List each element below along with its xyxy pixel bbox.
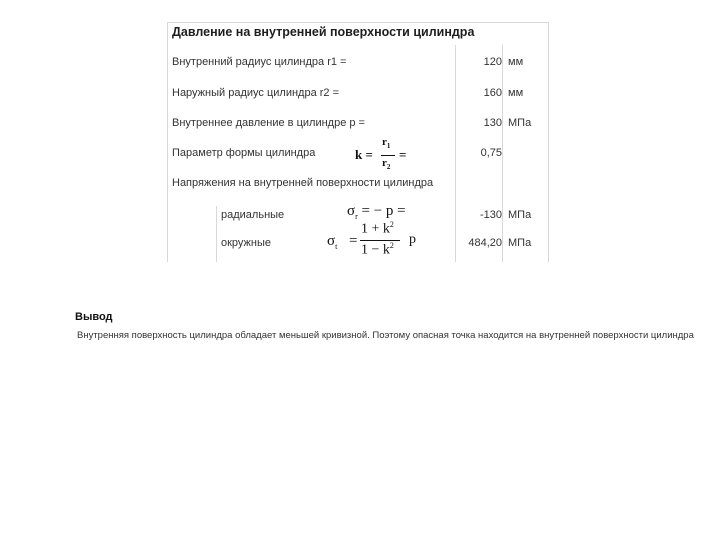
radial-formula-rhs: = − p = xyxy=(361,203,406,219)
k-num-subscript: 1 xyxy=(386,142,391,151)
hoop-stress-value: 484,20 xyxy=(468,237,502,249)
sigma-t-symbol: σ xyxy=(327,233,336,249)
k-formula-numerator xyxy=(382,136,390,150)
sigma-symbol: σ xyxy=(347,203,356,219)
row-label-outer-radius: Наружный радиус цилиндра r2 = xyxy=(172,87,340,99)
k-den-symbol: r xyxy=(382,157,387,169)
hoop-den-exponent: 2 xyxy=(389,241,394,250)
radial-stress-label: радиальные xyxy=(221,209,285,221)
hoop-sigma xyxy=(327,233,337,251)
k-formula-denominator xyxy=(382,157,390,171)
k-den-subscript: 2 xyxy=(386,163,391,172)
hoop-denominator xyxy=(361,241,394,259)
calculation-table xyxy=(167,22,549,262)
row-value-inner-radius: 120 xyxy=(483,56,502,68)
hoop-pressure-symbol: p xyxy=(409,232,416,247)
grid-line-col-value xyxy=(455,45,456,262)
hoop-stress-unit: МПа xyxy=(508,237,532,249)
row-unit-inner-radius: мм xyxy=(508,56,524,68)
hoop-num-text: 1 + k xyxy=(361,221,390,237)
stress-heading: Напряжения на внутренней поверхности цилиндра xyxy=(172,177,434,189)
conclusion-section xyxy=(75,311,695,344)
conclusion-title: Вывод xyxy=(75,311,113,323)
hoop-den-text: 1 − k xyxy=(361,242,390,258)
grid-line-right xyxy=(548,22,549,262)
grid-line-top xyxy=(167,22,549,23)
k-num-symbol: r xyxy=(382,136,387,148)
row-unit-outer-radius: мм xyxy=(508,87,524,99)
hoop-num-exponent: 2 xyxy=(389,220,394,229)
table-title: Давление на внутренней поверхности цилиндра xyxy=(172,25,475,39)
row-label-inner-radius: Внутренний радиус цилиндра r1 = xyxy=(172,56,347,68)
row-label-pressure: Внутреннее давление в цилиндре p = xyxy=(172,117,365,129)
row-value-shape-parameter: 0,75 xyxy=(480,147,502,159)
sigma-t-subscript: t xyxy=(335,242,338,251)
hoop-equals: = xyxy=(349,233,358,249)
grid-line-col-a xyxy=(216,206,217,262)
k-fraction-bar xyxy=(381,155,395,156)
hoop-stress-formula xyxy=(327,219,427,261)
k-formula-lhs: k = xyxy=(355,147,373,162)
grid-line-left xyxy=(167,22,168,262)
radial-stress-unit: МПа xyxy=(508,209,532,221)
row-unit-pressure: МПа xyxy=(508,117,532,129)
k-formula xyxy=(355,137,415,175)
sigma-r-subscript: r xyxy=(355,212,358,221)
k-formula-equals: = xyxy=(399,147,407,162)
conclusion-text: Внутренняя поверхность цилиндра обладает меньшей кривизной. Поэтому опасная точка находится на внутренней поверхности цилиндра xyxy=(77,330,694,341)
row-value-outer-radius: 160 xyxy=(483,87,502,99)
radial-stress-value: -130 xyxy=(479,209,502,221)
row-value-pressure: 130 xyxy=(483,117,502,129)
grid-line-col-unit xyxy=(502,45,503,262)
hoop-stress-label: окружные xyxy=(221,237,272,249)
hoop-numerator xyxy=(361,220,394,238)
row-label-shape-parameter: Параметр формы цилиндра xyxy=(172,147,316,159)
